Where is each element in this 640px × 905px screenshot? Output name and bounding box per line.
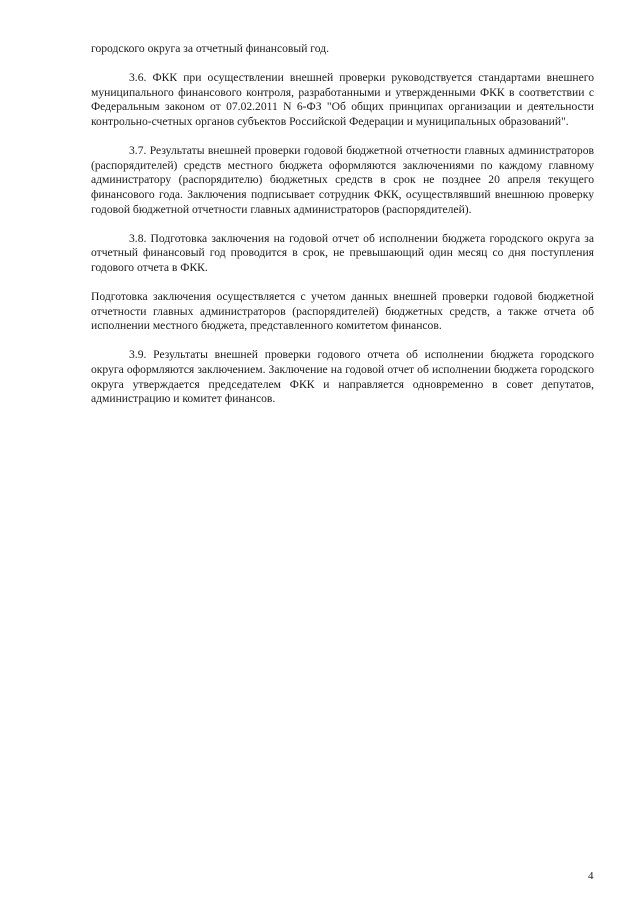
paragraph-3-9: 3.9. Результаты внешней проверки годового отчета об исполнении бюджета городского округа оформляются заключением. Заключение на годовой отчет об исполнении бюджета городского округа утверждается председателем ФКК и направляется одновременно в совет депутатов, администрацию и комитет финансов. — [91, 348, 594, 406]
paragraph-3-8: 3.8. Подготовка заключения на годовой отчет об исполнении бюджета городского округа за отчетный финансовый год проводится в срок, не превышающий один месяц со дня поступления годового отчета в ФКК. — [91, 231, 594, 274]
page-number: 4 — [588, 870, 594, 882]
paragraph-3-6: 3.6. ФКК при осуществлении внешней проверки руководствуется стандартами внешнего муниципального финансового контроля, разработанными и утвержденными ФКК в соответствии с Федеральным законом от 07.02.2011 N 6-ФЗ "Об общих принципах организации и деятельности контрольно-счетных органов субъектов Российской Федерации и муниципальных образований". — [91, 71, 594, 128]
paragraph-preparation: Подготовка заключения осуществляется с учетом данных внешней проверки годовой бюджетной отчетности главных администраторов (распорядителей) бюджетных средств, а также отчета об исполнении местного бюджета, представленного комитетом финансов. — [91, 290, 594, 333]
paragraph-gap — [91, 334, 594, 349]
paragraph-gap — [91, 276, 594, 291]
paragraph-gap — [91, 130, 594, 145]
paragraph-gap — [91, 217, 594, 232]
paragraph-gap — [91, 57, 594, 72]
document-body — [91, 42, 594, 407]
paragraph-3-7: 3.7. Результаты внешней проверки годовой бюджетной отчетности главных администраторов (распорядителей) средств местного бюджета оформляются заключениями по каждому главному администратору (распорядителю) бюджетных средств в срок не позднее 20 апреля текущего финансового года. Заключения подписывает сотрудник ФКК, осуществлявший внешнюю проверку годовой бюджетной отчетности главных администраторов (распорядителей). — [91, 144, 594, 216]
paragraph-continuation: городского округа за отчетный финансовый год. — [91, 42, 330, 55]
